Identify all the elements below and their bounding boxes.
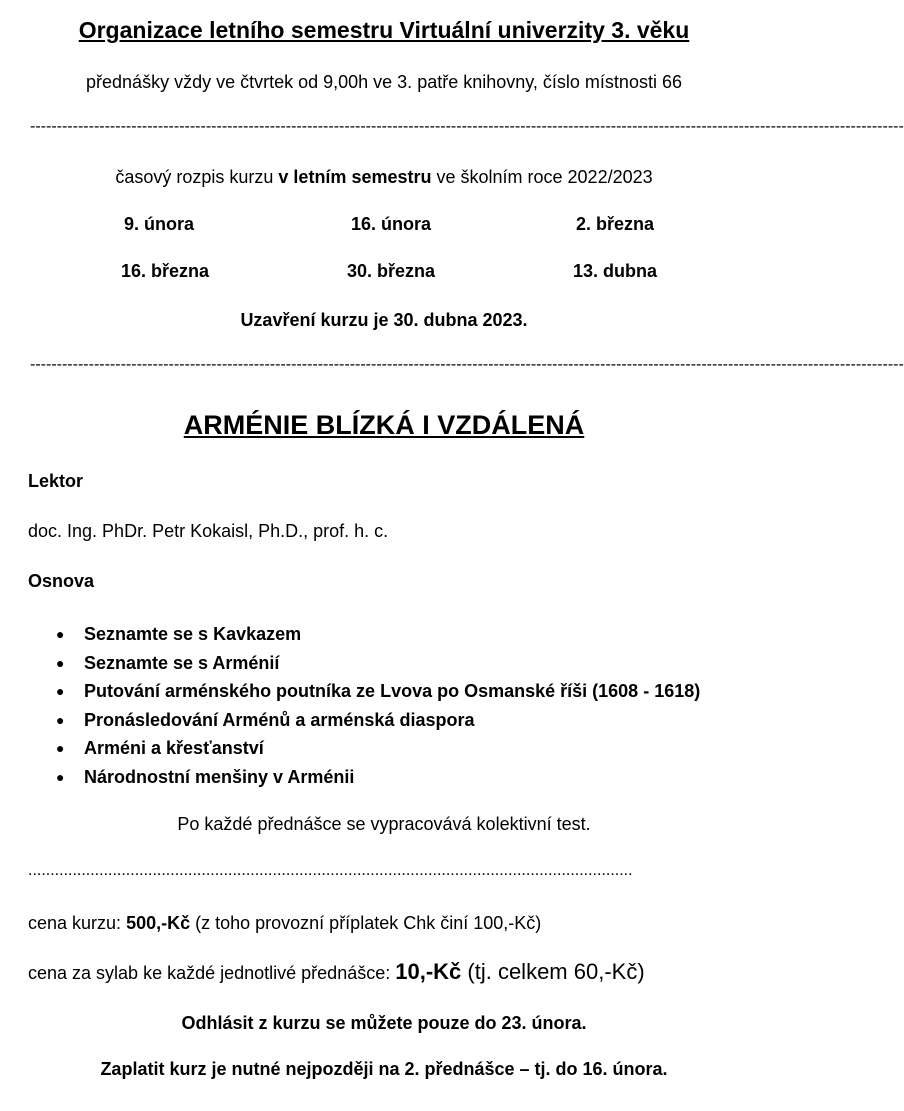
divider-bottom: --------------------------------------------------------------------------------------------------------------------------------------------------------------------	[30, 356, 904, 373]
schedule-intro-suffix: ve školním roce 2022/2023	[431, 167, 653, 187]
syllabus-price-suffix: (tj. celkem 60,-Kč)	[461, 959, 645, 984]
course-title: ARMÉNIE BLÍZKÁ I VZDÁLENÁ	[183, 410, 585, 440]
test-note: Po každé přednášce se vypracovává kolektivní test.	[177, 814, 591, 834]
course-closing: Uzavření kurzu je 30. dubna 2023.	[240, 310, 528, 330]
bullet-icon: ●	[56, 683, 65, 699]
bullet-icon: ●	[56, 654, 65, 671]
outline-item-text: Pronásledování Arménů a arménská diaspora	[84, 709, 475, 730]
list-item	[56, 706, 700, 735]
list-item	[56, 677, 700, 706]
schedule-date: 16. března	[120, 261, 210, 281]
outline-label: Osnova	[28, 571, 95, 591]
divider-top: --------------------------------------------------------------------------------------------------------------------------------------------------------------------	[30, 118, 904, 135]
syllabus-price	[28, 959, 645, 985]
list-item	[56, 734, 700, 763]
dotted-divider: ........................................................................................................................................	[28, 862, 633, 879]
outline-item-text: Seznamte se s Arménií	[84, 652, 280, 673]
bullet-icon: ●	[56, 740, 65, 756]
outline-list	[56, 620, 700, 791]
course-price-prefix: cena kurzu:	[28, 913, 127, 933]
lecturer-name: doc. Ing. PhDr. Petr Kokaisl, Ph.D., prof. h. c.	[28, 521, 389, 541]
outline-item-text: Národnostní menšiny v Arménii	[84, 766, 355, 787]
syllabus-price-value: 10,-Kč	[395, 959, 462, 984]
schedule-intro	[0, 167, 768, 188]
schedule-date: 30. března	[346, 261, 436, 281]
page-title: Organizace letního semestru Virtuální univerzity 3. věku	[78, 17, 690, 43]
list-item	[56, 620, 700, 649]
schedule-date: 2. března	[575, 214, 655, 234]
outline-item-text: Putování arménského poutníka ze Lvova po Osmanské říši (1608 - 1618)	[84, 681, 701, 701]
schedule-date: 9. února	[123, 214, 194, 234]
course-price	[28, 913, 541, 934]
cancel-deadline: Odhlásit z kurzu se můžete pouze do 23. února.	[181, 1013, 587, 1033]
course-price-suffix: (z toho provozní příplatek Chk činí 100,-Kč)	[190, 913, 542, 933]
lecture-info: přednášky vždy ve čtvrtek od 9,00h ve 3. patře knihovny, číslo místnosti 66	[86, 72, 682, 92]
bullet-icon: ●	[56, 768, 65, 785]
list-item	[56, 649, 700, 678]
outline-item-text: Arméni a křesťanství	[84, 738, 264, 758]
lecturer-label: Lektor	[28, 471, 84, 491]
course-price-value: 500,-Kč	[126, 913, 191, 933]
payment-deadline: Zaplatit kurz je nutné nejpozději na 2. přednášce – tj. do 16. února.	[100, 1059, 668, 1079]
schedule-intro-bold: v letním semestru	[278, 167, 432, 187]
bullet-icon: ●	[56, 711, 65, 728]
schedule-date: 16. února	[350, 214, 432, 234]
bullet-icon: ●	[56, 626, 65, 642]
schedule-intro-prefix: časový rozpis kurzu	[115, 167, 279, 187]
list-item	[56, 763, 700, 792]
syllabus-price-prefix: cena za sylab ke každé jednotlivé přednášce:	[28, 963, 396, 983]
schedule-date: 13. dubna	[572, 261, 657, 281]
outline-item-text: Seznamte se s Kavkazem	[84, 624, 302, 644]
